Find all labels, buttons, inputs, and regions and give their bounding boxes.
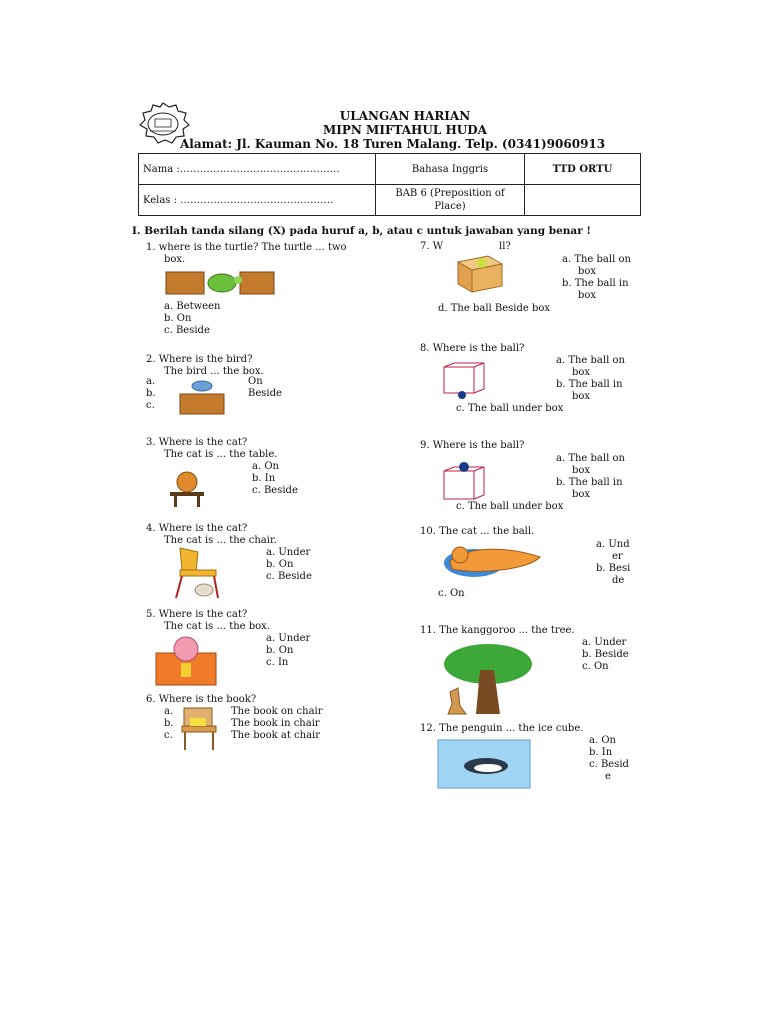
question-1-text: 1. where is the turtle? The turtle ... two xyxy=(146,242,347,253)
name-field: Nama :………………………………………… xyxy=(139,154,376,185)
exam-title: ULANGAN HARIAN xyxy=(339,109,471,123)
chapter-cell: BAB 6 (Preposition of Place) xyxy=(376,185,525,216)
cat-chair-image xyxy=(170,546,224,600)
option-a[interactable]: a. The ball on xyxy=(562,254,631,265)
ball-box-image xyxy=(454,248,506,294)
question-4-text-2: The cat is ... the chair. xyxy=(164,535,277,546)
option-b[interactable]: b. In xyxy=(252,473,276,484)
question-9-options xyxy=(556,453,625,501)
option-b-cont: box xyxy=(578,290,597,301)
question-8-option-c[interactable]: c. The ball under box xyxy=(456,403,564,414)
option-a[interactable]: On xyxy=(248,376,263,387)
question-2-text: 2. Where is the bird? xyxy=(146,354,253,365)
cat-table-image xyxy=(166,466,208,508)
student-info-table xyxy=(138,153,641,216)
option-a-cont: box xyxy=(572,367,591,378)
option-b[interactable]: b. Besi xyxy=(596,563,631,574)
question-5 xyxy=(146,609,270,633)
option-a[interactable]: a. Under xyxy=(582,637,627,648)
question-12-options xyxy=(589,735,629,783)
option-a-marker[interactable]: a. xyxy=(146,376,156,387)
option-b-marker[interactable]: b. xyxy=(164,718,174,729)
option-c[interactable]: c. In xyxy=(266,657,289,668)
kangaroo-tree-image xyxy=(436,640,532,716)
penguin-ice-image xyxy=(436,738,532,790)
question-6 xyxy=(146,694,256,706)
book-chair-image xyxy=(178,706,220,752)
option-c[interactable]: The book at chair xyxy=(231,730,321,741)
option-c[interactable]: c. Besid xyxy=(589,759,629,770)
question-1 xyxy=(146,242,376,266)
school-address: Alamat: Jl. Kauman No. 18 Turen Malang. Telp. (0341)9060913 xyxy=(180,137,606,151)
question-4 xyxy=(146,523,277,547)
question-1-text-2: box. xyxy=(164,254,186,265)
question-4-text: 4. Where is the cat? xyxy=(146,523,248,534)
option-a-cont: er xyxy=(612,551,623,562)
option-c[interactable]: c. Beside xyxy=(252,485,298,496)
question-2 xyxy=(146,354,264,378)
option-a[interactable]: The book on chair xyxy=(231,706,323,717)
option-c[interactable]: c. Beside xyxy=(266,571,312,582)
question-12: 12. The penguin ... the ice cube. xyxy=(420,723,584,734)
cat-box-image xyxy=(154,633,218,687)
turtle-box-image xyxy=(164,266,276,296)
question-3-text: 3. Where is the cat? xyxy=(146,437,248,448)
subject-cell: Bahasa Inggris xyxy=(376,154,525,185)
option-a-marker[interactable]: a. xyxy=(164,706,174,717)
option-b[interactable]: b. The ball in xyxy=(556,379,623,390)
question-5-options xyxy=(266,633,310,669)
option-a[interactable]: a. Between xyxy=(164,301,221,312)
question-11: 11. The kanggoroo ... the tree. xyxy=(420,625,575,636)
question-2-text-2: The bird ... the box. xyxy=(164,366,264,377)
question-11-options xyxy=(582,637,629,673)
option-b-cont: box xyxy=(572,489,591,500)
question-4-options xyxy=(266,547,312,583)
option-a[interactable]: a. Under xyxy=(266,547,311,558)
ball-under-box-image xyxy=(440,361,488,399)
question-10-options xyxy=(596,539,630,587)
question-3-text-2: The cat is ... the table. xyxy=(164,449,278,460)
option-b-marker[interactable]: b. xyxy=(146,388,156,399)
option-a[interactable]: a. The ball on xyxy=(556,453,625,464)
bird-box-image xyxy=(178,378,226,416)
question-9-option-c[interactable]: c. The ball under box xyxy=(456,501,564,512)
option-a[interactable]: a. On xyxy=(589,735,616,746)
option-c-marker[interactable]: c. xyxy=(164,730,173,741)
question-6-options xyxy=(231,706,323,742)
option-c[interactable]: c. On xyxy=(582,661,609,672)
question-2-options xyxy=(248,376,282,400)
question-5-text: 5. Where is the cat? xyxy=(146,609,248,620)
question-3 xyxy=(146,437,277,461)
ball-on-box-image xyxy=(440,461,488,501)
question-9: 9. Where is the ball? xyxy=(420,440,525,451)
option-c[interactable]: c. Beside xyxy=(164,325,210,336)
question-5-text-2: The cat is ... the box. xyxy=(164,621,270,632)
option-b[interactable]: The book in chair xyxy=(231,718,320,729)
question-10: 10. The cat ... the ball. xyxy=(420,526,535,537)
option-b[interactable]: b. The ball in xyxy=(556,477,623,488)
option-b-cont: box xyxy=(572,391,591,402)
question-3-options xyxy=(252,461,298,497)
question-7-options xyxy=(562,254,631,302)
question-6-markers xyxy=(164,706,174,742)
school-name: MIPN MIFTAHUL HUDA xyxy=(322,123,487,137)
question-7-text: 7. W xyxy=(420,241,443,252)
parent-sign-label: TTD ORTU xyxy=(525,154,641,185)
cat-ball-image xyxy=(440,539,548,579)
option-b[interactable]: b. In xyxy=(589,747,613,758)
option-c-marker[interactable]: c. xyxy=(146,400,155,411)
instruction: I. Berilah tanda silang (X) pada huruf a, b, atau c untuk jawaban yang benar ! xyxy=(132,225,592,237)
option-b-cont: de xyxy=(612,575,625,586)
option-a-cont: box xyxy=(578,266,597,277)
option-a[interactable]: a. Under xyxy=(266,633,311,644)
option-b[interactable]: b. On xyxy=(164,313,192,324)
question-8-options xyxy=(556,355,625,403)
option-c-cont: e xyxy=(605,771,611,782)
option-b[interactable]: b. On xyxy=(266,645,294,656)
option-a[interactable]: a. The ball on xyxy=(556,355,625,366)
parent-sign-box xyxy=(525,185,641,216)
question-8: 8. Where is the ball? xyxy=(420,343,525,354)
class-field: Kelas : ………………………………………. xyxy=(139,185,376,216)
option-a[interactable]: a. On xyxy=(252,461,279,472)
option-b[interactable]: b. The ball in xyxy=(562,278,629,289)
option-b[interactable]: Beside xyxy=(248,388,282,399)
question-2-markers xyxy=(146,376,156,412)
option-b[interactable]: b. On xyxy=(266,559,294,570)
question-1-options xyxy=(164,301,220,337)
question-6-text: 6. Where is the book? xyxy=(146,694,257,705)
option-b[interactable]: b. Beside xyxy=(582,649,629,660)
question-10-option-c[interactable]: c. On xyxy=(438,588,465,599)
option-a[interactable]: a. Und xyxy=(596,539,630,550)
question-7-option-d[interactable]: d. The ball Beside box xyxy=(438,303,551,314)
option-a-cont: box xyxy=(572,465,591,476)
question-7-text-2: ll? xyxy=(499,241,511,252)
